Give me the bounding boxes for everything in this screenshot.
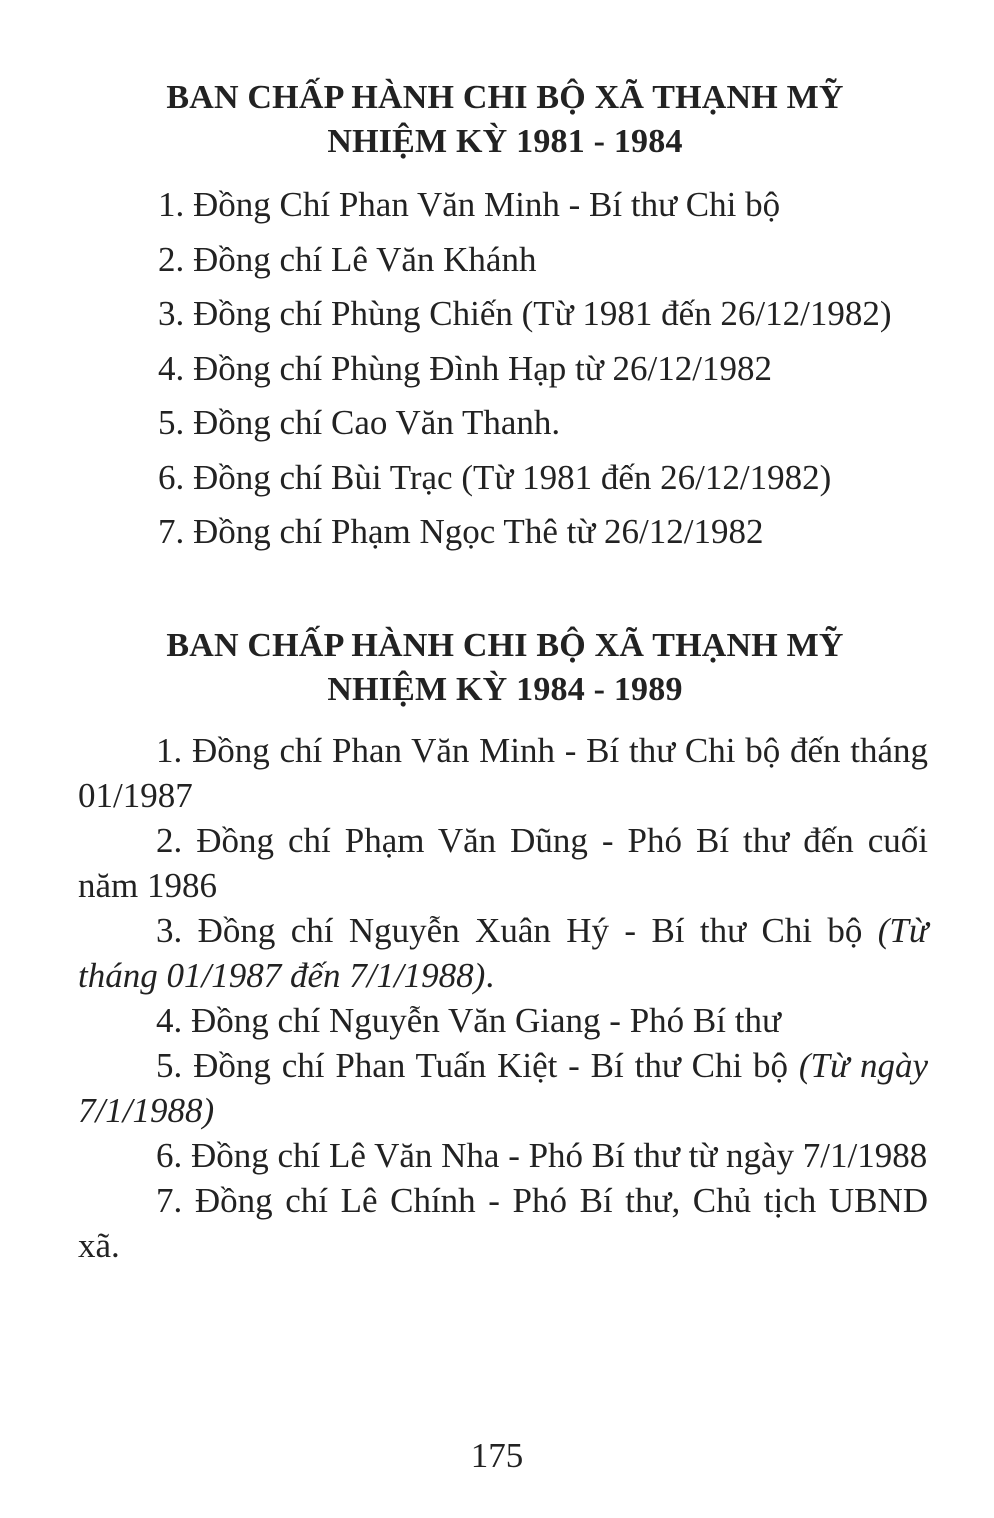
section1-member-list <box>158 178 958 560</box>
list-item-text: 7. Đồng chí Lê Chính - Phó Bí thư, Chủ tịch UBND xã. <box>78 1181 928 1265</box>
section1-title <box>60 76 950 164</box>
list-item <box>78 1043 928 1133</box>
list-item: 7. Đồng chí Phạm Ngọc Thê từ 26/12/1982 <box>158 512 764 551</box>
list-item-text: 2. Đồng chí Phạm Văn Dũng - Phó Bí thư đến cuối năm 1986 <box>78 821 928 905</box>
list-item <box>78 998 928 1043</box>
list-item <box>78 908 928 998</box>
list-item-text: 4. Đồng chí Nguyễn Văn Giang - Phó Bí thư <box>156 1001 781 1040</box>
list-item: 3. Đồng chí Phùng Chiến (Từ 1981 đến 26/12/1982) <box>158 294 892 333</box>
list-item: 6. Đồng chí Bùi Trạc (Từ 1981 đến 26/12/1982) <box>158 457 832 497</box>
list-item <box>78 1133 928 1178</box>
list-item <box>78 728 928 818</box>
section2-title-line1: BAN CHẤP HÀNH CHI BỘ XÃ THẠNH MỸ <box>166 627 844 664</box>
list-item-text: 5. Đồng chí Phan Tuấn Kiệt - Bí thư Chi bộ <box>156 1046 799 1085</box>
list-item-trailing: . <box>485 956 495 995</box>
section1-title-line1: BAN CHẤP HÀNH CHI BỘ XÃ THẠNH MỸ <box>166 79 844 116</box>
list-item <box>78 1178 928 1268</box>
list-item <box>78 818 928 908</box>
list-item: 5. Đồng chí Cao Văn Thanh. <box>158 403 561 442</box>
list-item: 2. Đồng chí Lê Văn Khánh <box>158 239 537 279</box>
list-item-note: (Từ ngày 7/1/1988) <box>78 1046 928 1130</box>
section2-title-line2: NHIỆM KỲ 1984 - 1989 <box>327 671 683 708</box>
section2-member-list <box>78 728 928 1268</box>
list-item: 4. Đồng chí Phùng Đình Hạp từ 26/12/1982 <box>158 348 772 388</box>
section2-title <box>60 624 950 712</box>
list-item-text: 6. Đồng chí Lê Văn Nha - Phó Bí thư từ ngày 7/1/1988 <box>156 1136 928 1175</box>
list-item-text: 1. Đồng chí Phan Văn Minh - Bí thư Chi bộ đến tháng 01/1987 <box>78 731 928 815</box>
page-number: 175 <box>470 1436 524 1475</box>
list-item: 1. Đồng Chí Phan Văn Minh - Bí thư Chi bộ <box>158 185 781 224</box>
section1-title-line2: NHIỆM KỲ 1981 - 1984 <box>327 123 683 160</box>
list-item-note: (Từ tháng 01/1987 đến 7/1/1988) <box>78 911 928 995</box>
list-item-text: 3. Đồng chí Nguyễn Xuân Hý - Bí thư Chi bộ <box>156 911 878 950</box>
